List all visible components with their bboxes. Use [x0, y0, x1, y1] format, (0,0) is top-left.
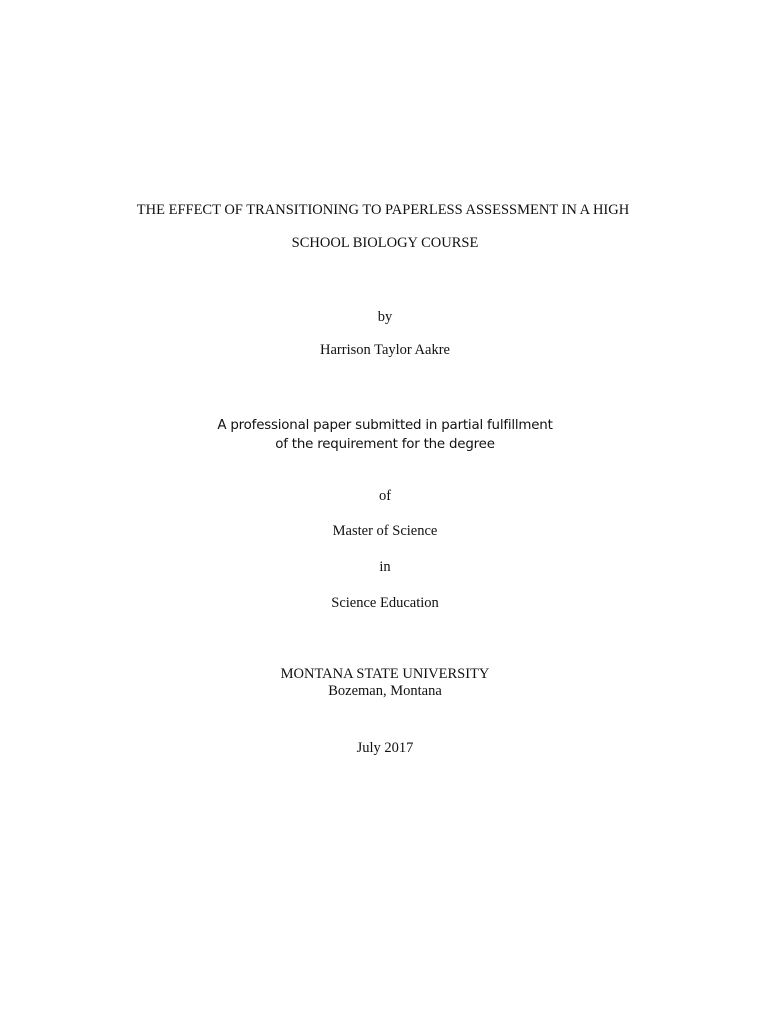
author-name: Harrison Taylor Aakre: [320, 342, 450, 358]
submission-line-1: A professional paper submitted in partial fulfillment: [217, 418, 553, 433]
paper-title-line-1: THE EFFECT OF TRANSITIONING TO PAPERLESS ASSESSMENT IN A HIGH: [136, 202, 630, 218]
submission-statement: [0, 416, 770, 454]
in-label: in: [379, 559, 391, 575]
paper-title-line-2: SCHOOL BIOLOGY COURSE: [291, 235, 479, 251]
degree-name: Master of Science: [332, 523, 438, 539]
degree-field: Science Education: [331, 595, 439, 611]
submission-line-2: of the requirement for the degree: [275, 437, 495, 452]
university-name: MONTANA STATE UNIVERSITY: [280, 666, 490, 682]
submission-date: July 2017: [356, 740, 414, 756]
by-label: by: [377, 309, 393, 325]
university-location: Bozeman, Montana: [328, 683, 442, 699]
of-label: of: [378, 488, 392, 504]
